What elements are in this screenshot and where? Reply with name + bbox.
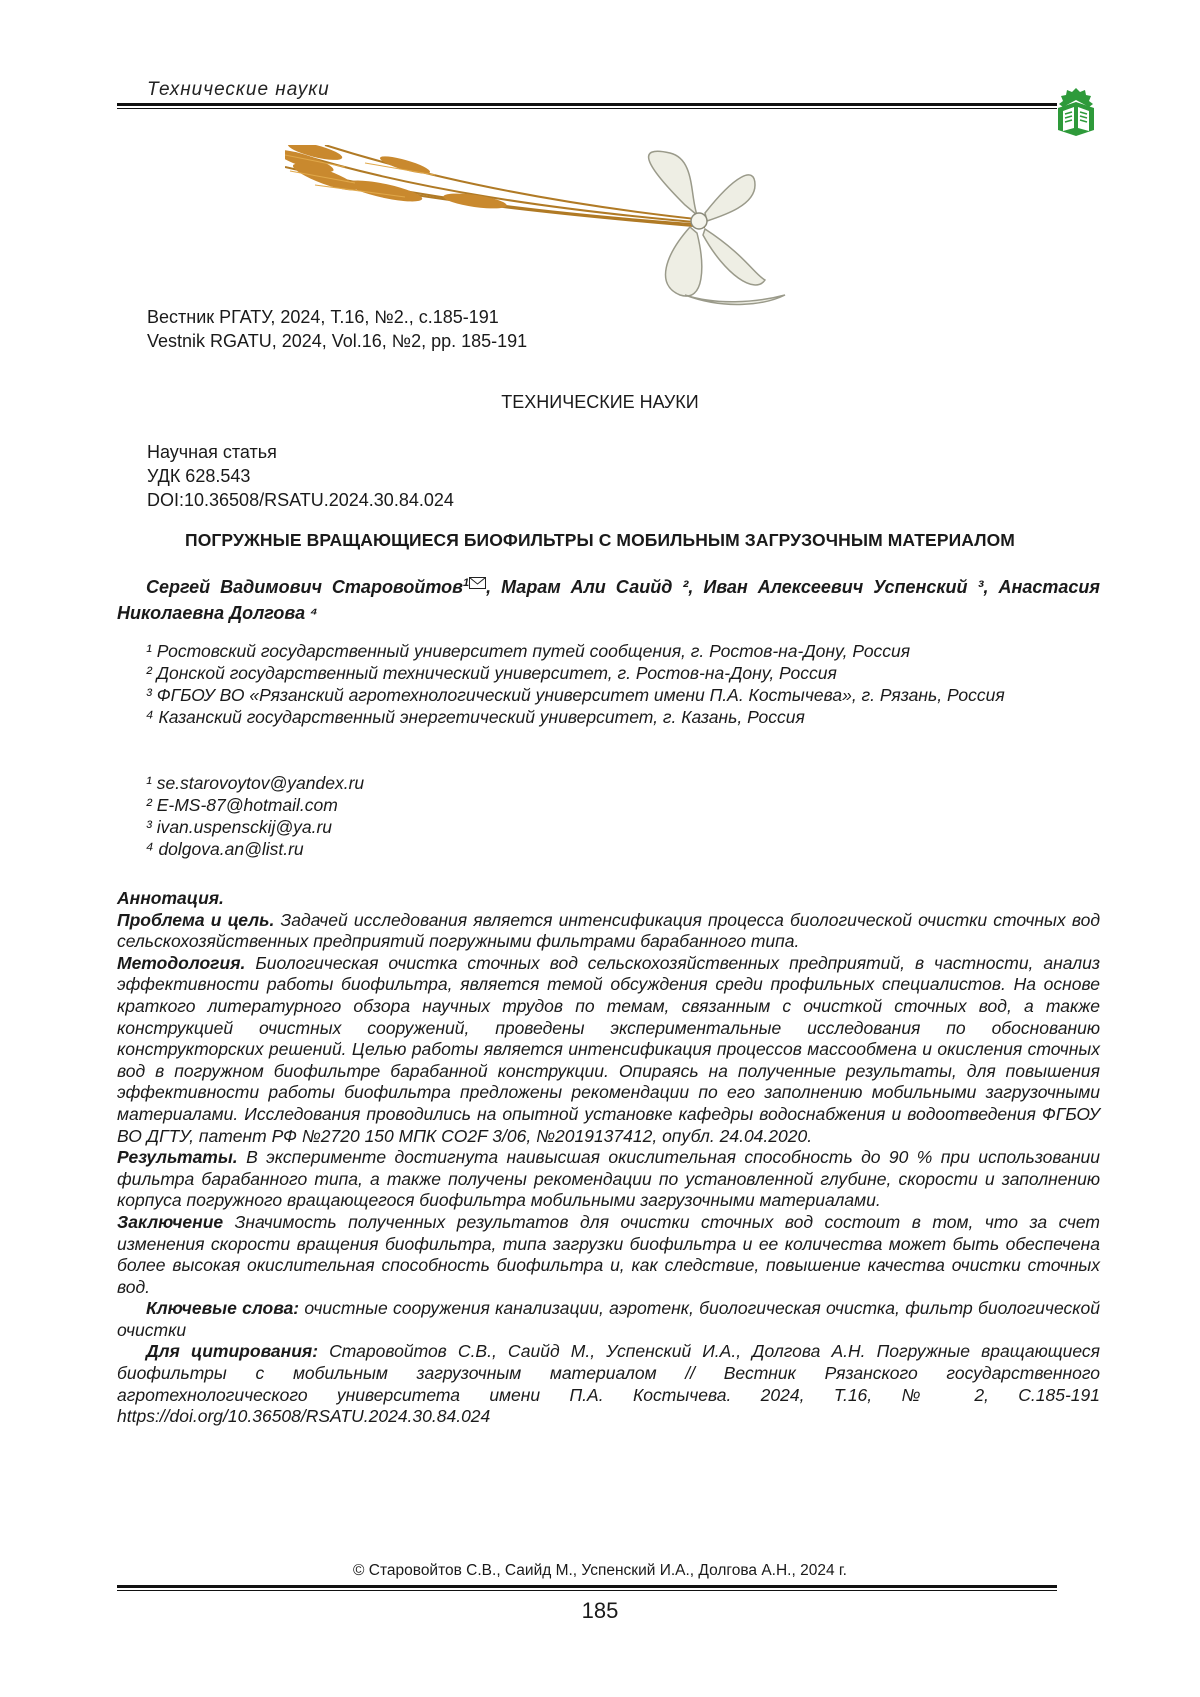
affiliation-item: ² Донской государственный технический университет, г. Ростов-на-Дону, Россия <box>146 663 837 683</box>
header-rule-thick <box>117 103 1057 106</box>
article-type: Научная статья <box>147 442 277 462</box>
abstract <box>117 888 1100 1428</box>
conclusion-text: Значимость полученных результатов для очистки сточных вод состоит в том, что за счет изменения скорости вращения биофильтра, типа загрузки биофильтра и ее количества может быть обеспечена более высокая окислительная способность биофильтра и, как следствие, повышение качества очистки сточных вод. <box>117 1211 1100 1297</box>
affiliation-item: ³ ФГБОУ ВО «Рязанский агротехнологический университет имени П.А. Костычева», г. Рязань, Россия <box>146 685 1005 705</box>
problem-label: Проблема и цель. <box>117 909 275 930</box>
method-label: Методология. <box>117 952 246 973</box>
footer-rule-thick <box>117 1585 1057 1588</box>
email-item[interactable]: ³ ivan.uspensckij@ya.ru <box>146 817 333 837</box>
author-2: , Марам Али Саийд ² <box>486 577 689 597</box>
keywords-label: Ключевые слова: <box>146 1298 300 1319</box>
affiliations <box>117 640 1100 728</box>
article-title: ПОГРУЖНЫЕ ВРАЩАЮЩИЕСЯ БИОФИЛЬТРЫ С МОБИЛЬНЫМ ЗАГРУЗОЧНЫМ МАТЕРИАЛОМ <box>185 530 1015 550</box>
citation <box>117 1341 1100 1427</box>
page-number: 185 <box>581 1598 619 1623</box>
copyright-line: © Старовойтов С.В., Саийд М., Успенский И.А., Долгова А.Н., 2024 г. <box>353 1562 847 1579</box>
wheat-ribbon-ornament <box>285 145 885 310</box>
keywords-text: очистные сооружения канализации, аэротенк, биологическая очистка, фильтр биологической очистки <box>117 1298 1100 1340</box>
udk-code: УДК 628.543 <box>147 466 251 486</box>
affiliation-item: ¹ Ростовский государственный университет путей сообщения, г. Ростов-на-Дону, Россия <box>146 641 911 661</box>
abstract-results <box>117 1147 1100 1212</box>
results-text: В эксперименте достигнута наивысшая окислительная способность до 90 % при использовании фильтра барабанного типа, а также получены рекомендации по установленной глубине, скорости и заполнению корпуса погружного вращающегося биофильтра мобильными загрузочными материалами. <box>117 1147 1100 1211</box>
running-header-section: Технические науки <box>147 79 330 100</box>
affiliation-item: ⁴ Казанский государственный энергетический университет, г. Казань, Россия <box>146 707 805 727</box>
author-4: , Анастасия Николаевна Долгова ⁴ <box>117 577 1101 623</box>
journal-logo-icon <box>1054 86 1098 136</box>
keywords <box>117 1298 1100 1341</box>
author-list <box>117 570 1100 626</box>
citation-label: Для цитирования: <box>146 1341 319 1362</box>
doi-link[interactable]: DOI:10.36508/RSATU.2024.30.84.024 <box>147 490 454 510</box>
journal-citation-en: Vestnik RGATU, 2024, Vol.16, №2, pp. 185-191 <box>147 331 528 351</box>
abstract-heading: Аннотация. <box>117 888 224 908</box>
email-item[interactable]: ⁴ dolgova.an@list.ru <box>146 839 304 859</box>
section-heading: ТЕХНИЧЕСКИЕ НАУКИ <box>501 392 699 412</box>
header-rule-thin <box>117 108 1057 109</box>
method-text: Биологическая очистка сточных вод сельскохозяйственных предприятий, в частности, анализ эффективности работы биофильтра, является темой обсуждения среди профильных специалистов. На основе краткого литературного обзора научных трудов по темам, связанным с очисткой сточных вод, а также конструкцией очистных сооружений, проведены экспериментальные исследования по обоснованию конструкторских решений. Целью работы является интенсификация процессов массообмена и окисления сточных вод в погружном биофильтре барабанной конструкции. Опираясь на полученные результаты, для повышения эффективности работы биофильтра предложены рекомендации по его заполнению мобильными загрузочными материалами. Исследования проводились на опытной установке кафедры водоснабжения и водоотведения ФГБОУ ВО ДГТУ, патент РФ №2720 150 МПК CO2F 3/06, №2019137412, опубл. 24.04.2020. <box>117 952 1100 1146</box>
results-label: Результаты. <box>117 1147 238 1168</box>
author-3: , Иван Алексеевич Успенский ³ <box>688 577 984 597</box>
email-item[interactable]: ² E-MS-87@hotmail.com <box>146 795 338 815</box>
problem-text: Задачей исследования является интенсификация процесса биологической очистки сточных вод сельскохозяйственных предприятий погружными фильтрами барабанного типа. <box>117 909 1100 952</box>
abstract-conclusion <box>117 1212 1100 1298</box>
footer-rule-thin <box>117 1590 1057 1591</box>
citation-text: Старовойтов С.В., Саийд М., Успенский И.А., Долгова А.Н. Погружные вращающиеся биофильтры с мобильным загрузочным материалом // Вестник Рязанского государственного агротехнологического университета имени П.А. Костычева. 2024, Т.16, № 2, С.185-191 https://doi.org/10.36508/RSATU.2024.30.84.024 <box>117 1341 1100 1427</box>
abstract-problem <box>117 910 1100 953</box>
author-1: Сергей Вадимович Старовойтов <box>146 577 463 597</box>
mail-icon[interactable] <box>469 577 486 589</box>
journal-citation-ru: Вестник РГАТУ, 2024, Т.16, №2., с.185-191 <box>147 307 499 327</box>
email-item[interactable]: ¹ se.starovoytov@yandex.ru <box>146 773 365 793</box>
author-1-sup: 1 <box>462 577 470 589</box>
conclusion-label: Заключение <box>117 1211 224 1232</box>
email-list <box>146 772 364 860</box>
abstract-method <box>117 953 1100 1147</box>
